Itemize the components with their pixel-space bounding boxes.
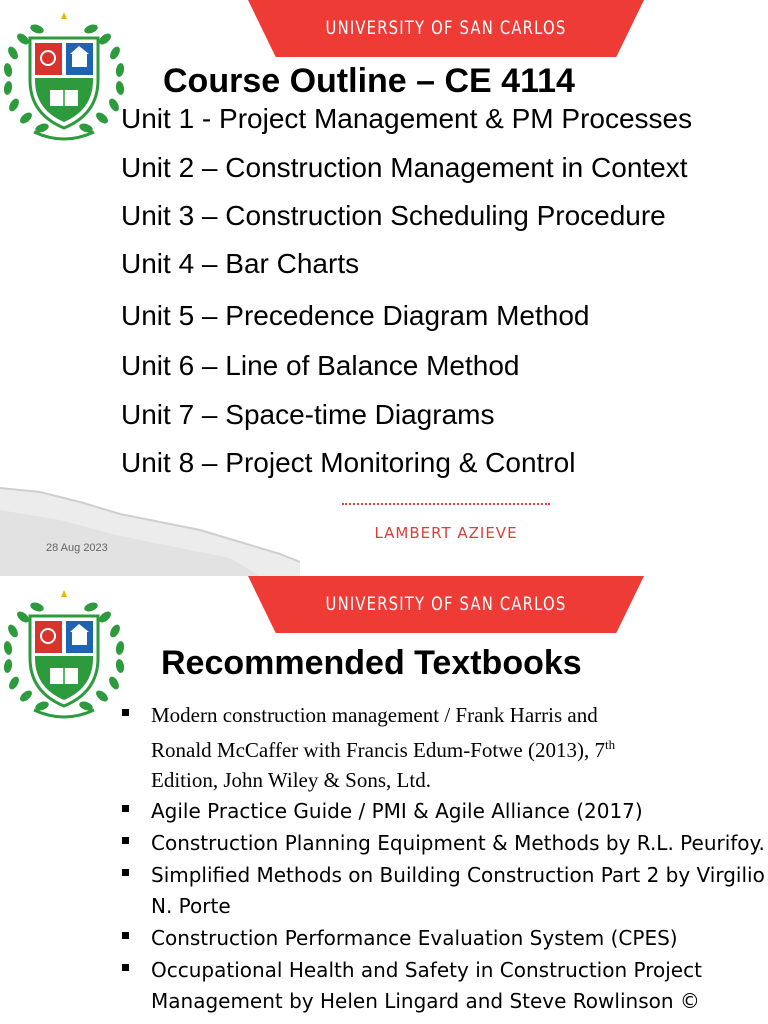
header-university-name: UNIVERSITY OF SAN CARLOS xyxy=(325,17,567,39)
textbook-item xyxy=(122,828,768,859)
unit-item: Unit 4 – Bar Charts xyxy=(121,248,360,279)
unit-item: Unit 7 – Space-time Diagrams xyxy=(121,399,495,430)
unit-item: Unit 1 - Project Management & PM Processes xyxy=(121,103,693,134)
textbook-text: Occupational Health and Safety in Construction Project Management by Helen Lingard and Steve Rowlinson © xyxy=(151,958,702,1013)
ordinal-suffix: th xyxy=(604,737,616,752)
slide-title: Course Outline – CE 4114 xyxy=(163,62,575,100)
textbook-item xyxy=(122,700,768,795)
bullet-icon xyxy=(122,837,129,844)
unit-item: Unit 6 – Line of Balance Method xyxy=(121,350,520,381)
university-seal-icon xyxy=(0,10,128,146)
textbook-item xyxy=(122,955,768,1017)
torn-paper-decoration xyxy=(0,470,768,576)
textbook-line: Modern construction management / Frank Harris and xyxy=(151,703,598,727)
textbook-item xyxy=(122,796,768,827)
textbook-text: Simplified Methods on Building Construction Part 2 by Virgilio N. Porte xyxy=(151,863,765,918)
textbook-item xyxy=(122,923,768,954)
textbook-line xyxy=(151,730,768,765)
textbook-item xyxy=(122,860,768,922)
unit-item: Unit 5 – Precedence Diagram Method xyxy=(121,300,590,331)
author-divider xyxy=(342,503,550,505)
slide-date: 28 Aug 2023 xyxy=(46,542,108,554)
textbook-text: Construction Planning Equipment & Methods by R.L. Peurifoy. xyxy=(151,831,765,855)
unit-item: Unit 3 – Construction Scheduling Procedure xyxy=(121,200,666,231)
textbook-list xyxy=(122,700,768,1018)
bullet-icon xyxy=(122,932,129,939)
slide-title: Recommended Textbooks xyxy=(161,644,582,682)
bullet-icon xyxy=(122,869,129,876)
slide-recommended-textbooks xyxy=(0,576,768,1024)
textbook-line-text: Ronald McCaffer with Francis Edum-Fotwe (2013), 7 xyxy=(151,738,605,762)
textbook-text: Construction Performance Evaluation System (CPES) xyxy=(151,926,678,950)
university-seal-icon xyxy=(0,588,128,724)
unit-item: Unit 2 – Construction Management in Context xyxy=(121,152,688,183)
textbook-line: Edition, John Wiley & Sons, Ltd. xyxy=(151,768,431,792)
bullet-icon xyxy=(122,964,129,971)
bullet-icon xyxy=(122,805,129,812)
header-university-name: UNIVERSITY OF SAN CARLOS xyxy=(325,593,567,615)
textbook-text xyxy=(151,700,768,795)
unit-item: Unit 8 – Project Monitoring & Control xyxy=(121,447,576,478)
bullet-icon xyxy=(122,709,129,716)
textbook-text: Agile Practice Guide / PMI & Agile Alliance (2017) xyxy=(151,799,643,823)
author-name: LAMBERT AZIEVE xyxy=(374,524,518,542)
